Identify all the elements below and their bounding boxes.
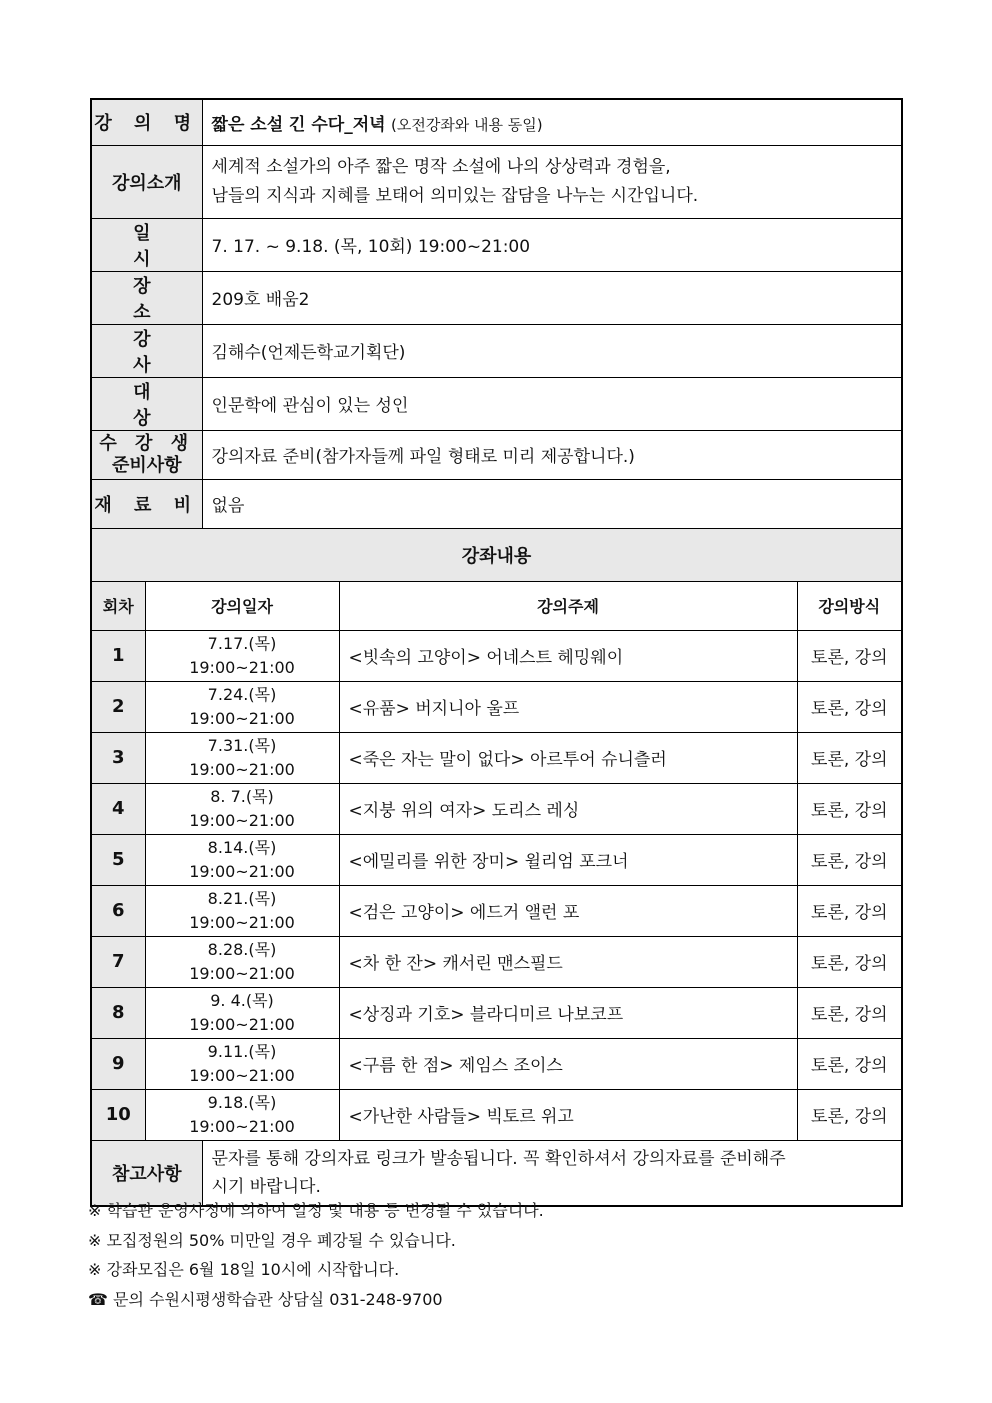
- row-target: [91, 377, 902, 430]
- row-section-title: [91, 528, 902, 581]
- session-date: [145, 987, 339, 1038]
- fee-label: 재 료 비: [91, 479, 202, 528]
- table-row: [91, 834, 902, 885]
- intro-value: [202, 145, 902, 218]
- session-day: 8.28.(목): [207, 939, 277, 959]
- footer-note-3: ※ 강좌모집은 6월 18일 10시에 시작합니다.: [88, 1260, 400, 1279]
- session-time: 19:00~21:00: [189, 861, 295, 881]
- session-method: 토론, 강의: [797, 783, 902, 834]
- session-method: 토론, 강의: [797, 987, 902, 1038]
- remarks-label: 참고사항: [91, 1140, 202, 1206]
- table-row: [91, 936, 902, 987]
- session-time: 19:00~21:00: [189, 810, 295, 830]
- session-method: 토론, 강의: [797, 1089, 902, 1140]
- session-date: [145, 1038, 339, 1089]
- session-date: [145, 1089, 339, 1140]
- session-method: 토론, 강의: [797, 885, 902, 936]
- session-number: 7: [91, 936, 145, 987]
- prep-label-line-1: 수 강 생: [99, 432, 195, 454]
- lecturer-label: 강 사: [91, 324, 202, 377]
- table-row: [91, 1089, 902, 1140]
- prep-label: [91, 430, 202, 479]
- fee-value: 없음: [202, 479, 902, 528]
- prep-value: 강의자료 준비(참가자들께 파일 형태로 미리 제공합니다.): [202, 430, 902, 479]
- row-lecturer: [91, 324, 902, 377]
- title-value: [202, 99, 902, 145]
- target-value: 인문학에 관심이 있는 성인: [202, 377, 902, 430]
- session-number: 2: [91, 681, 145, 732]
- session-topic: <에밀리를 위한 장미> 윌리엄 포크너: [339, 834, 797, 885]
- session-number: 5: [91, 834, 145, 885]
- date-label: 일 시: [91, 218, 202, 271]
- place-value: 209호 배움2: [202, 271, 902, 324]
- footer-note-1: ※ 학습관 운영사정에 의하여 일정 및 내용 등 변경될 수 있습니다.: [88, 1201, 544, 1220]
- session-number: 10: [91, 1089, 145, 1140]
- session-date: [145, 732, 339, 783]
- row-column-headers: [91, 581, 902, 630]
- session-topic: <검은 고양이> 에드거 앨런 포: [339, 885, 797, 936]
- session-day: 8. 7.(목): [210, 786, 274, 806]
- place-label: 장 소: [91, 271, 202, 324]
- row-fee: [91, 479, 902, 528]
- session-time: 19:00~21:00: [189, 708, 295, 728]
- session-number: 3: [91, 732, 145, 783]
- table-row: [91, 732, 902, 783]
- section-title: 강좌내용: [91, 528, 902, 581]
- session-topic: <유품> 버지니아 울프: [339, 681, 797, 732]
- session-topic: <죽은 자는 말이 없다> 아르투어 슈니츨러: [339, 732, 797, 783]
- session-day: 8.21.(목): [207, 888, 277, 908]
- row-preparation: [91, 430, 902, 479]
- table-row: [91, 783, 902, 834]
- row-date: [91, 218, 902, 271]
- header-date: 강의일자: [145, 581, 339, 630]
- session-number: 4: [91, 783, 145, 834]
- session-topic: <상징과 기호> 블라디미르 나보코프: [339, 987, 797, 1038]
- row-intro: [91, 145, 902, 218]
- table-row: [91, 630, 902, 681]
- session-number: 9: [91, 1038, 145, 1089]
- session-day: 7.24.(목): [207, 684, 277, 704]
- session-method: 토론, 강의: [797, 732, 902, 783]
- lecturer-value: 김해수(언제든학교기획단): [202, 324, 902, 377]
- date-value: 7. 17. ~ 9.18. (목, 10회) 19:00~21:00: [202, 218, 902, 271]
- target-label: 대 상: [91, 377, 202, 430]
- session-date: [145, 936, 339, 987]
- course-title: 짧은 소설 긴 수다_저녁: [211, 114, 386, 135]
- session-time: 19:00~21:00: [189, 1014, 295, 1034]
- session-date: [145, 630, 339, 681]
- session-time: 19:00~21:00: [189, 1116, 295, 1136]
- session-method: 토론, 강의: [797, 630, 902, 681]
- session-method: 토론, 강의: [797, 834, 902, 885]
- intro-line-1: 세계적 소설가의 아주 짧은 명작 소설에 나의 상상력과 경험을,: [211, 156, 671, 177]
- session-day: 9. 4.(목): [210, 990, 274, 1010]
- intro-line-2: 남들의 지식과 지혜를 보태어 의미있는 잡담을 나누는 시간입니다.: [211, 185, 699, 206]
- session-number: 1: [91, 630, 145, 681]
- title-label: 강 의 명: [91, 99, 202, 145]
- session-topic: <가난한 사람들> 빅토르 위고: [339, 1089, 797, 1140]
- footer-contact: [88, 1285, 544, 1315]
- session-time: 19:00~21:00: [189, 1065, 295, 1085]
- session-day: 8.14.(목): [207, 837, 277, 857]
- table-row: [91, 681, 902, 732]
- session-day: 7.17.(목): [207, 633, 277, 653]
- session-date: [145, 681, 339, 732]
- session-time: 19:00~21:00: [189, 963, 295, 983]
- session-date: [145, 783, 339, 834]
- session-day: 9.11.(목): [207, 1041, 277, 1061]
- footer-notes: [88, 1196, 544, 1314]
- contact-text: 문의 수원시평생학습관 상담실 031-248-9700: [113, 1289, 443, 1309]
- session-method: 토론, 강의: [797, 1038, 902, 1089]
- table-row: [91, 885, 902, 936]
- table-row: [91, 1038, 902, 1089]
- session-method: 토론, 강의: [797, 681, 902, 732]
- intro-label: 강의소개: [91, 145, 202, 218]
- remarks-line-1: 문자를 통해 강의자료 링크가 발송됩니다. 꼭 확인하셔서 강의자료를 준비해주: [211, 1148, 786, 1169]
- session-date: [145, 885, 339, 936]
- remarks-line-2: 시기 바랍니다.: [211, 1176, 321, 1197]
- session-topic: <차 한 잔> 캐서린 맨스필드: [339, 936, 797, 987]
- session-number: 8: [91, 987, 145, 1038]
- session-day: 9.18.(목): [207, 1092, 277, 1112]
- table-row: [91, 987, 902, 1038]
- session-time: 19:00~21:00: [189, 759, 295, 779]
- course-info-table: [90, 98, 903, 1207]
- session-topic: <구름 한 점> 제임스 조이스: [339, 1038, 797, 1089]
- header-topic: 강의주제: [339, 581, 797, 630]
- prep-label-line-2: 준비사항: [111, 454, 182, 476]
- footer-note-2: ※ 모집정원의 50% 미만일 경우 폐강될 수 있습니다.: [88, 1230, 456, 1250]
- session-topic: <빗속의 고양이> 어네스트 헤밍웨이: [339, 630, 797, 681]
- row-title: [91, 99, 902, 145]
- session-method: 토론, 강의: [797, 936, 902, 987]
- course-title-note: (오전강좌와 내용 동일): [390, 115, 543, 134]
- header-method: 강의방식: [797, 581, 902, 630]
- session-topic: <지붕 위의 여자> 도리스 레싱: [339, 783, 797, 834]
- phone-icon: ☎: [88, 1289, 108, 1309]
- session-day: 7.31.(목): [207, 735, 277, 755]
- header-no: 회차: [91, 581, 145, 630]
- session-time: 19:00~21:00: [189, 657, 295, 677]
- session-number: 6: [91, 885, 145, 936]
- row-place: [91, 271, 902, 324]
- session-date: [145, 834, 339, 885]
- session-time: 19:00~21:00: [189, 912, 295, 932]
